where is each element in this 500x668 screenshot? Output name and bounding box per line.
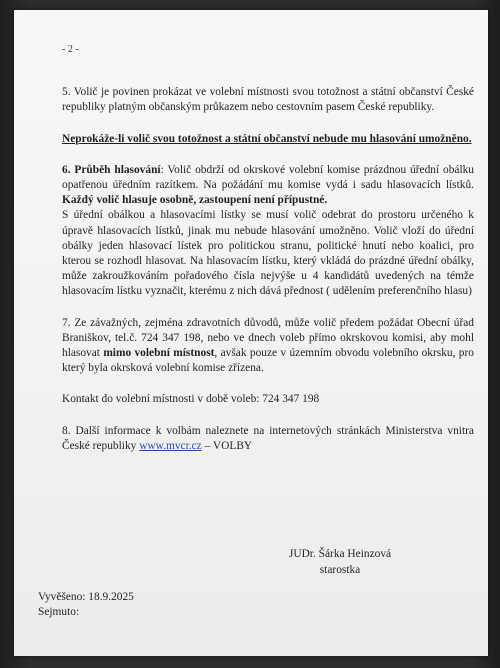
section-6-intro: : Volič obdrží od okrskové volební komise prázdnou úřední obálku opatřenou úředním razítkem. Na požádání mu komise vydá i sadu hlasovacích lístků. (62, 163, 474, 192)
section-7-before: 7. Ze závažných, zejména zdravotních důvodů, může volič předem požádat Obecní úřad Braniškov, tel.č. 724 347 198, nebo ve dnech voleb přímo okrskovou komisi, aby mohl hlasovat (62, 316, 474, 360)
mvcr-link[interactable]: www.mvcr.cz (139, 439, 202, 452)
section-8-before: 8. Další informace k volbám naleznete na internetových stránkách Ministerstva vnitra České republiky (62, 424, 474, 452)
section-6-emphasis: Každý volič hlasuje osobně, zastoupení není přípustné. (62, 194, 328, 207)
posted-date: Vyvěšeno: 18.9.2025 (38, 591, 134, 603)
section-7-after: , avšak pouze v územním obvodu volebního okrsku, pro který byla okrsková volební komise zřízena. (62, 347, 474, 375)
section-7-paragraph (62, 316, 474, 377)
section-6-body: S úřední obálkou a hlasovacími lístky se musí volič odebrat do prostoru určeného k úpravě hlasovacích lístků, jinak mu nebude hlasování umožněno. Volič vloží do úřední obálky jeden hlasovací lístek pro politickou stranu, politické hnutí nebo koalici, pro kterou se rozhodl hlasovat. Na hlasovacím lístku, který vkládá do prázdné úřední obálky, může zakroužkováním pořadového čísla nejvýše u 4 kandidátů uvedených na témže hlasovacím lístku vyznačit, kterému z nich dává přednost ( udělením preferenčního hlasu) (62, 209, 474, 298)
section-8-after: – VOLBY (201, 439, 253, 452)
document-page (14, 10, 488, 656)
section-8-paragraph (62, 424, 474, 454)
page-number: - 2 - (62, 44, 79, 55)
section-6-heading: 6. Průběh hlasování (62, 163, 161, 176)
identity-warning: Neprokáže-li volič svou totožnost a státní občanství nebude mu hlasování umožněno. (62, 132, 472, 145)
contact-line: Kontakt do volební místnosti v době voleb: 724 347 198 (62, 393, 320, 406)
signature-title: starostka (319, 564, 361, 576)
removed-date: Sejmuto: (38, 606, 80, 618)
posting-dates (38, 590, 134, 620)
section-7-emphasis: mimo volební místnost (103, 347, 215, 360)
section-6-paragraph (62, 163, 474, 209)
document-body (62, 42, 474, 454)
signature-block (270, 546, 410, 578)
section-5-paragraph: 5. Volič je povinen prokázat ve volební místnosti svou totožnost a státní občanství České republiky platným občanským průkazem nebo cestovním pasem České republiky. (62, 86, 474, 114)
signature-name: JUDr. Šárka Heinzová (288, 548, 392, 560)
